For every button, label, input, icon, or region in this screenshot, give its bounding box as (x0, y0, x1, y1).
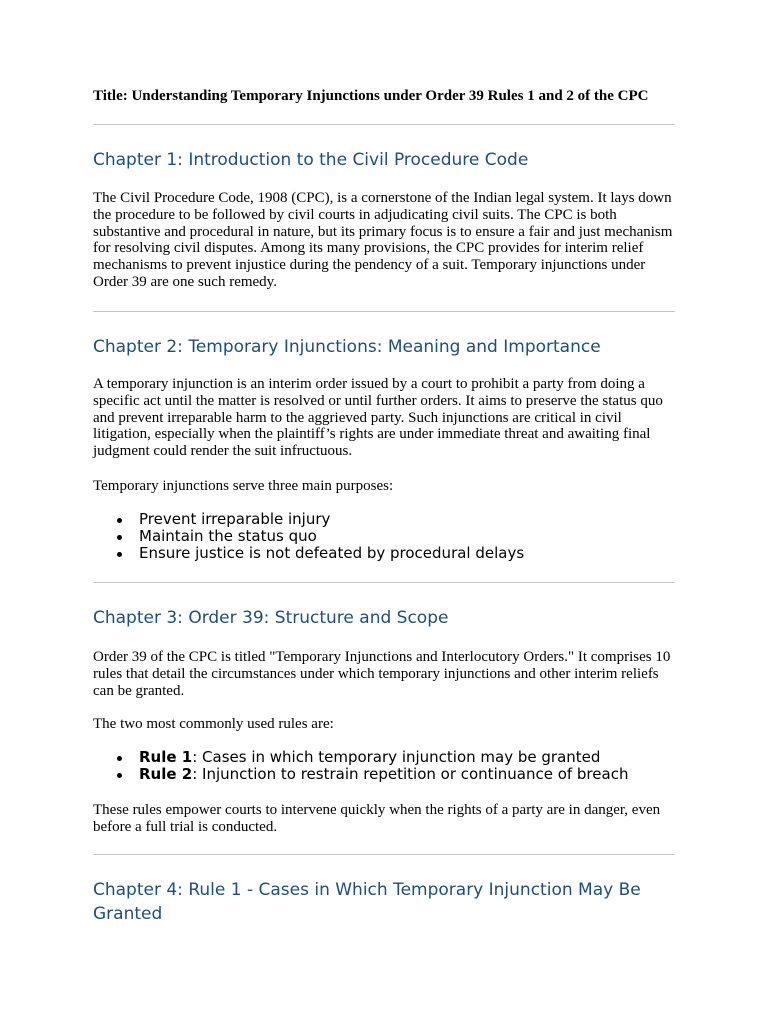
chapter-3-closing-paragraph: These rules empower courts to intervene quickly when the rights of a party are in danger, even before a full trial is conducted. (93, 802, 661, 835)
rule-name: Rule 2 (139, 764, 193, 783)
rules-list (93, 749, 677, 783)
chapter-1-paragraph: The Civil Procedure Code, 1908 (CPC), is a cornerstone of the Indian legal system. It lays down the procedure to be followed by civil courts in adjudicating civil suits. The CPC is both substantive and procedural in nature, but its primary focus is to ensure a fair and just mechanism for resolving civil disputes. Among its many provisions, the CPC provides for interim relief mechanisms to prevent injustice during the pendency of a suit. Temporary injunctions under Order 39 are one such remedy. (93, 190, 673, 290)
divider (93, 854, 675, 855)
chapter-2-purposes-intro: Temporary injunctions serve three main purposes: (93, 478, 394, 494)
list-item: Prevent irreparable injury (93, 511, 677, 528)
divider (93, 124, 675, 125)
chapter-2-heading: Chapter 2: Temporary Injunctions: Meaning and Importance (93, 337, 601, 357)
bullet-icon (117, 552, 122, 557)
rule-description: : Injunction to restrain repetition or continuance of breach (192, 764, 629, 783)
chapter-4-heading: Chapter 4: Rule 1 - Cases in Which Temporary Injunction May Be Granted (93, 880, 641, 924)
chapter-3-paragraph: Order 39 of the CPC is titled "Temporary Injunctions and Interlocutory Orders." It comprises 10 rules that detail the circumstances under which temporary injunctions and other interim reliefs can be granted. (93, 649, 671, 699)
bullet-icon (117, 756, 122, 761)
document-title: Title: Understanding Temporary Injunctions under Order 39 Rules 1 and 2 of the CPC (93, 88, 649, 104)
rule-name: Rule 1 (139, 748, 193, 766)
list-item: Ensure justice is not defeated by procedural delays (93, 545, 677, 562)
chapter-3-rules-intro: The two most commonly used rules are: (93, 716, 334, 732)
list-item: Maintain the status quo (93, 528, 677, 545)
list-item (93, 749, 677, 766)
purposes-list (93, 511, 677, 561)
chapter-2-paragraph: A temporary injunction is an interim order issued by a court to prohibit a party from doing a specific act until the matter is resolved or until further orders. It aims to preserve the status quo and prevent irreparable harm to the aggrieved party. Such injunctions are critical in civil litigation, especially when the plaintiff’s rights are under immediate threat and awaiting final judgment could render the suit infructuous. (93, 376, 663, 460)
bullet-icon (117, 518, 122, 523)
chapter-3-heading: Chapter 3: Order 39: Structure and Scope (93, 608, 449, 628)
divider (93, 582, 675, 583)
bullet-icon (117, 773, 122, 778)
chapter-1-heading: Chapter 1: Introduction to the Civil Procedure Code (93, 150, 529, 170)
divider (93, 311, 675, 312)
bullet-icon (117, 535, 122, 540)
list-item (93, 766, 677, 783)
rule-description: : Cases in which temporary injunction may be granted (192, 748, 601, 766)
